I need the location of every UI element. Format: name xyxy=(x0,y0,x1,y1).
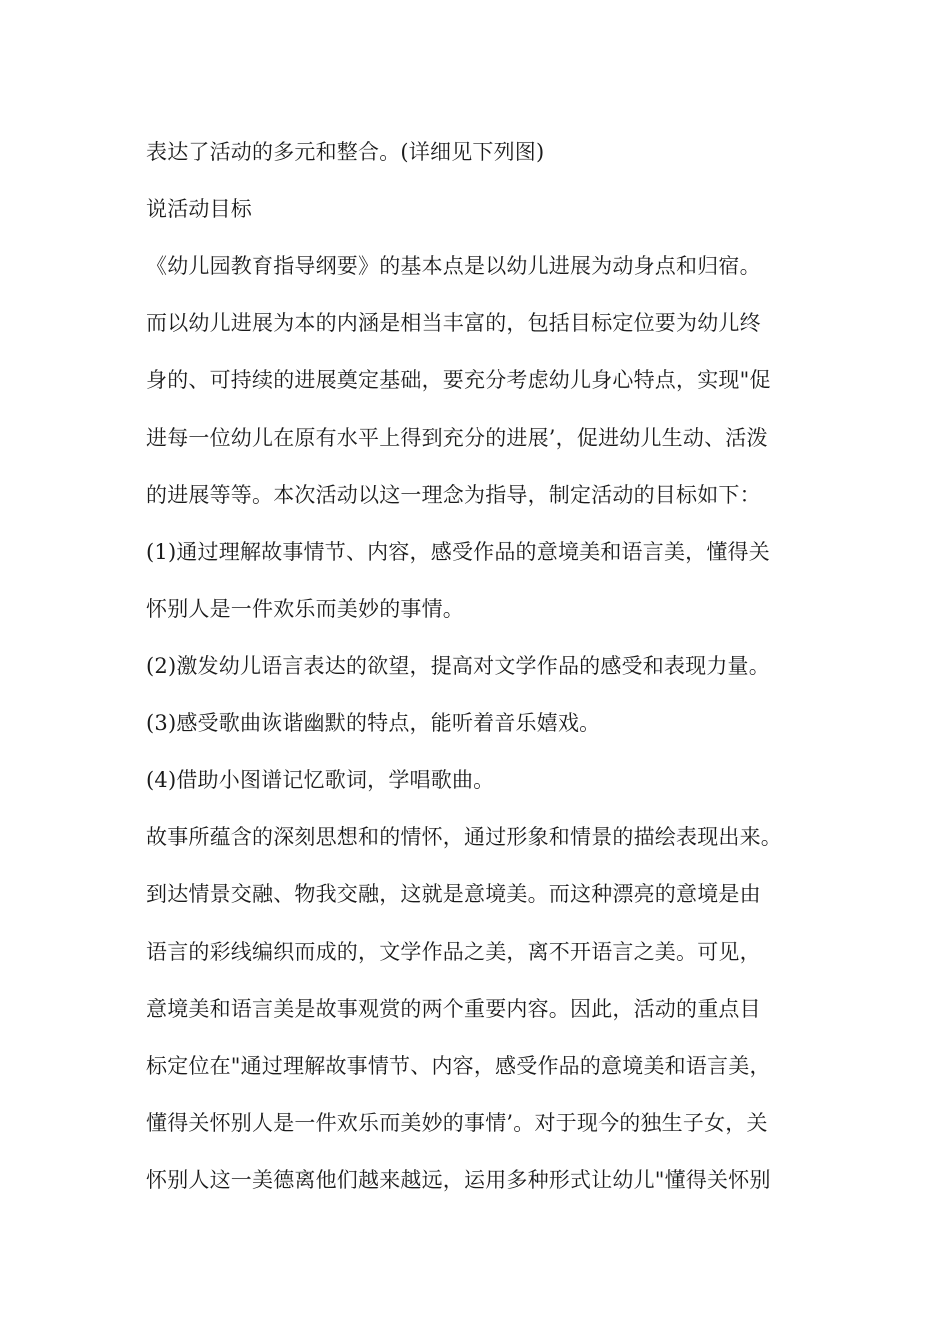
text-line: (4)借助小图谱记忆歌词，学唱歌曲。 xyxy=(146,768,495,792)
text-line: (2)激发幼儿语言表达的欲望，提高对文学作品的感受和表现力量。 xyxy=(146,654,770,678)
text-line: 到达情景交融、物我交融，这就是意境美。而这种漂亮的意境是由 xyxy=(146,882,761,906)
text-line: 懂得关怀别人是一件欢乐而美妙的事情’。对于现今的独生子女，关 xyxy=(146,1111,768,1135)
text-line: 进每一位幼儿在原有水平上得到充分的进展’，促进幼儿生动、活泼 xyxy=(146,426,768,450)
text-line: 表达了活动的多元和整合。(详细见下列图) xyxy=(146,140,545,164)
text-line: 怀别人这一美德离他们越来越远，运用多种形式让幼儿"懂得关怀别 xyxy=(146,1168,771,1192)
text-line: (1)通过理解故事情节、内容，感受作品的意境美和语言美，懂得关 xyxy=(146,540,770,564)
text-line: 怀别人是一件欢乐而美妙的事情。 xyxy=(146,597,464,621)
section-heading: 说活动目标 xyxy=(146,197,252,221)
text-line: (3)感受歌曲诙谐幽默的特点，能听着音乐嬉戏。 xyxy=(146,711,601,735)
text-line: 《幼儿园教育指导纲要》的基本点是以幼儿进展为动身点和归宿。 xyxy=(146,254,761,278)
text-line: 身的、可持续的进展奠定基础，要充分考虑幼儿身心特点，实现"促 xyxy=(146,368,771,392)
text-line: 标定位在"通过理解故事情节、内容，感受作品的意境美和语言美， xyxy=(146,1054,771,1078)
text-line: 语言的彩线编织而成的，文学作品之美，离不开语言之美。可见， xyxy=(146,940,761,964)
text-line: 故事所蕴含的深刻思想和的情怀，通过形象和情景的描绘表现出来。 xyxy=(146,825,782,849)
text-line: 而以幼儿进展为本的内涵是相当丰富的，包括目标定位要为幼儿终 xyxy=(146,311,761,335)
text-line: 意境美和语言美是故事观赏的两个重要内容。因此，活动的重点目 xyxy=(146,997,761,1021)
text-line: 的进展等等。本次活动以这一理念为指导，制定活动的目标如下： xyxy=(146,483,761,507)
